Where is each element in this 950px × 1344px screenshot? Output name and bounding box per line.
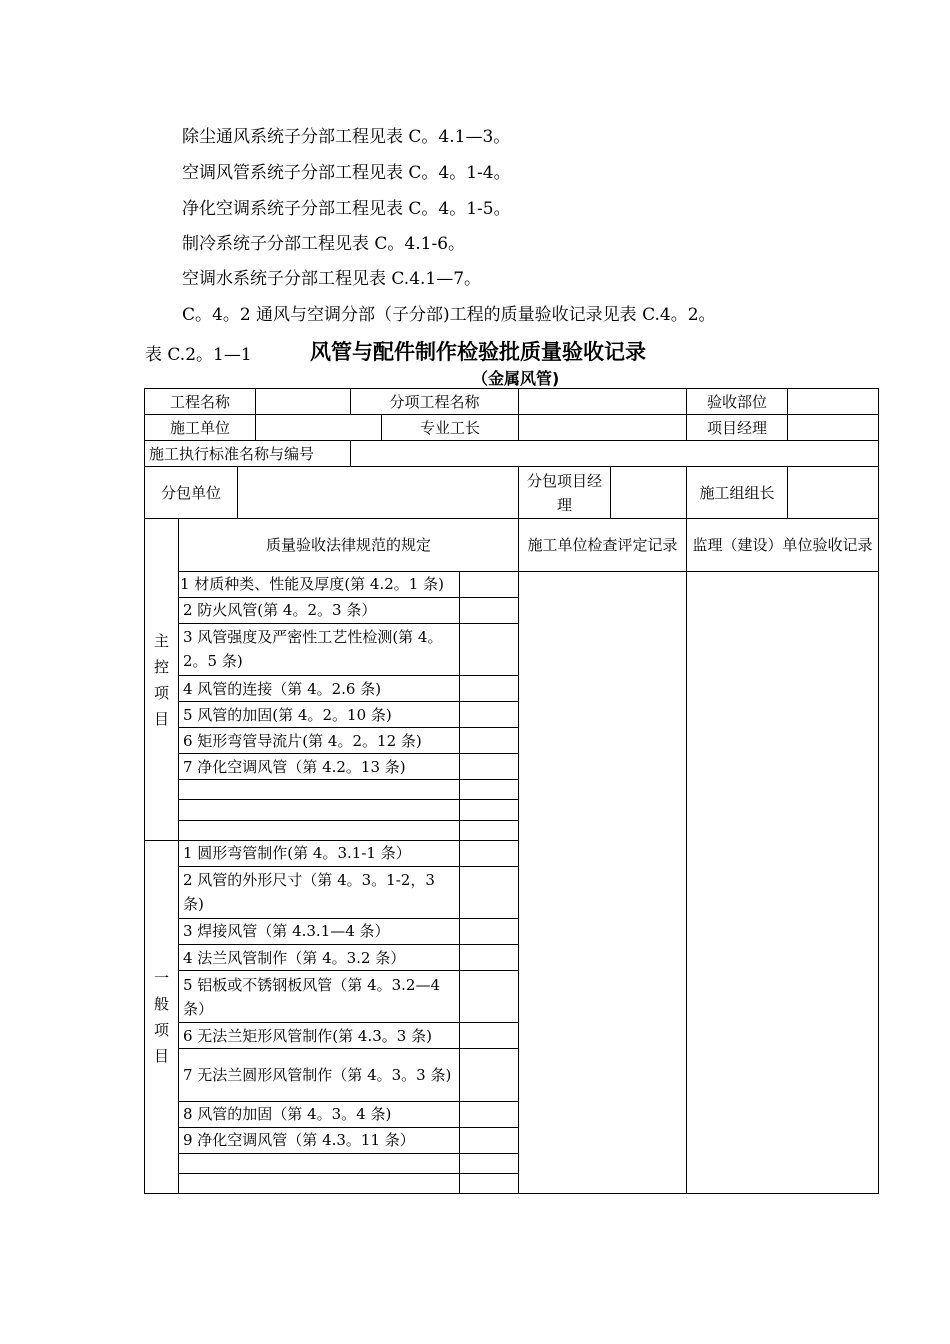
main-empty-value[interactable] <box>460 820 519 840</box>
sub-project-name-value[interactable] <box>519 389 687 415</box>
general-item-7: 7 无法兰圆形风管制作（第 4。3。3 条) <box>179 1049 460 1101</box>
main-empty-item[interactable] <box>179 800 460 820</box>
supervisor-record-cell[interactable] <box>687 571 879 1193</box>
general-empty-value[interactable] <box>460 1153 519 1173</box>
subcontract-manager-label: 分包项目经理 <box>519 467 611 519</box>
project-manager-value[interactable] <box>788 415 879 441</box>
main-item-7-value[interactable] <box>460 754 519 780</box>
general-item-5: 5 铝板或不锈钢板风管（第 4。3.2—4 条） <box>179 971 460 1023</box>
general-item-2: 2 风管的外形尺寸（第 4。3。1-2，3 条) <box>179 866 460 918</box>
project-name-label: 工程名称 <box>145 389 256 415</box>
main-empty-item[interactable] <box>179 820 460 840</box>
main-item-2: 2 防火风管(第 4。2。3 条） <box>179 597 460 623</box>
main-control-char-3: 项 <box>153 683 169 702</box>
general-char-1: 一 <box>153 968 169 987</box>
main-item-3: 3 风管强度及严密性工艺性检测(第 4。2。5 条) <box>179 623 460 675</box>
main-item-row <box>145 571 879 597</box>
general-empty-item[interactable] <box>179 1173 460 1193</box>
main-empty-item[interactable] <box>179 780 460 800</box>
main-control-label <box>145 519 179 840</box>
intro-line-2: 空调风管系统子分部工程见表 C。4。1-4。 <box>182 163 511 183</box>
subcontract-unit-label: 分包单位 <box>145 467 238 519</box>
header-row-2 <box>145 415 879 441</box>
general-item-1: 1 圆形弯管制作(第 4。3.1-1 条） <box>179 840 460 866</box>
general-item-9-value[interactable] <box>460 1127 519 1153</box>
main-control-char-4: 目 <box>153 709 169 728</box>
main-empty-value[interactable] <box>460 780 519 800</box>
general-char-2: 般 <box>153 994 169 1013</box>
main-item-5: 5 风管的加固(第 4。2。10 条) <box>179 702 460 728</box>
general-empty-item[interactable] <box>179 1153 460 1173</box>
general-item-3: 3 焊接风管（第 4.3.1—4 条） <box>179 918 460 944</box>
header-row-3 <box>145 441 879 467</box>
standard-name-label: 施工执行标准名称与编号 <box>145 441 351 467</box>
main-item-6: 6 矩形弯管导流片(第 4。2。12 条) <box>179 728 460 754</box>
main-control-char-2: 控 <box>153 657 169 676</box>
general-item-5-value[interactable] <box>460 971 519 1023</box>
sub-project-name-label: 分项工程名称 <box>351 389 519 415</box>
general-char-3: 项 <box>153 1020 169 1039</box>
general-item-4: 4 法兰风管制作（第 4。3.2 条） <box>179 944 460 970</box>
general-item-7-value[interactable] <box>460 1049 519 1101</box>
header-row-1 <box>145 389 879 415</box>
inspection-part-value[interactable] <box>788 389 879 415</box>
intro-line-1: 除尘通风系统子分部工程见表 C。4.1—3。 <box>182 127 511 147</box>
main-control-char-1: 主 <box>153 631 169 650</box>
general-item-4-value[interactable] <box>460 944 519 970</box>
header-row-4 <box>145 467 879 519</box>
general-item-6: 6 无法兰矩形风管制作(第 4.3。3 条) <box>179 1023 460 1049</box>
general-item-8-value[interactable] <box>460 1101 519 1127</box>
main-item-4-value[interactable] <box>460 676 519 702</box>
form-title: 风管与配件制作检验批质量验收记录 <box>310 340 646 364</box>
intro-line-5: 空调水系统子分部工程见表 C.4.1—7。 <box>182 269 482 289</box>
main-item-1-value[interactable] <box>460 571 519 597</box>
intro-line-3: 净化空调系统子分部工程见表 C。4。1-5。 <box>182 199 511 219</box>
main-empty-value[interactable] <box>460 800 519 820</box>
main-item-4: 4 风管的连接（第 4。2.6 条) <box>179 676 460 702</box>
table-number: 表 C.2。1—1 <box>145 345 252 365</box>
general-item-2-value[interactable] <box>460 866 519 918</box>
intro-line-6: C。4。2 通风与空调分部（子分部)工程的质量验收记录见表 C.4。2。 <box>182 305 716 325</box>
project-name-value[interactable] <box>256 389 351 415</box>
supervisor-record-header: 监理（建设）单位验收记录 <box>687 519 879 571</box>
main-item-7: 7 净化空调风管（第 4.2。13 条) <box>179 754 460 780</box>
project-manager-label: 项目经理 <box>687 415 788 441</box>
general-item-3-value[interactable] <box>460 918 519 944</box>
contractor-record-cell[interactable] <box>519 571 687 1193</box>
general-empty-value[interactable] <box>460 1173 519 1193</box>
main-item-6-value[interactable] <box>460 728 519 754</box>
team-leader-value[interactable] <box>788 467 879 519</box>
main-item-2-value[interactable] <box>460 597 519 623</box>
standard-name-value[interactable] <box>351 441 879 467</box>
general-item-1-value[interactable] <box>460 840 519 866</box>
subcontract-unit-value[interactable] <box>238 467 519 519</box>
team-leader-label: 施工组组长 <box>687 467 788 519</box>
general-char-4: 目 <box>153 1046 169 1065</box>
general-item-6-value[interactable] <box>460 1023 519 1049</box>
main-item-3-value[interactable] <box>460 623 519 675</box>
inspection-record-table <box>144 388 879 1194</box>
general-label <box>145 840 179 1193</box>
construction-unit-value[interactable] <box>256 415 382 441</box>
intro-line-4: 制冷系统子分部工程见表 C。4.1-6。 <box>182 234 466 254</box>
construction-unit-label: 施工单位 <box>145 415 256 441</box>
main-item-5-value[interactable] <box>460 702 519 728</box>
general-item-9: 9 净化空调风管（第 4.3。11 条） <box>179 1127 460 1153</box>
inspection-part-label: 验收部位 <box>687 389 788 415</box>
form-subtitle: （金属风管) <box>472 369 560 388</box>
subcontract-manager-value[interactable] <box>611 467 687 519</box>
foreman-label: 专业工长 <box>382 415 519 441</box>
column-header-row <box>145 519 879 571</box>
general-item-8: 8 风管的加固（第 4。3。4 条) <box>179 1101 460 1127</box>
main-item-1: 1 材质种类、性能及厚度(第 4.2。1 条) <box>179 571 460 597</box>
regulations-header: 质量验收法律规范的规定 <box>179 519 519 571</box>
foreman-value[interactable] <box>519 415 687 441</box>
contractor-record-header: 施工单位检查评定记录 <box>519 519 687 571</box>
